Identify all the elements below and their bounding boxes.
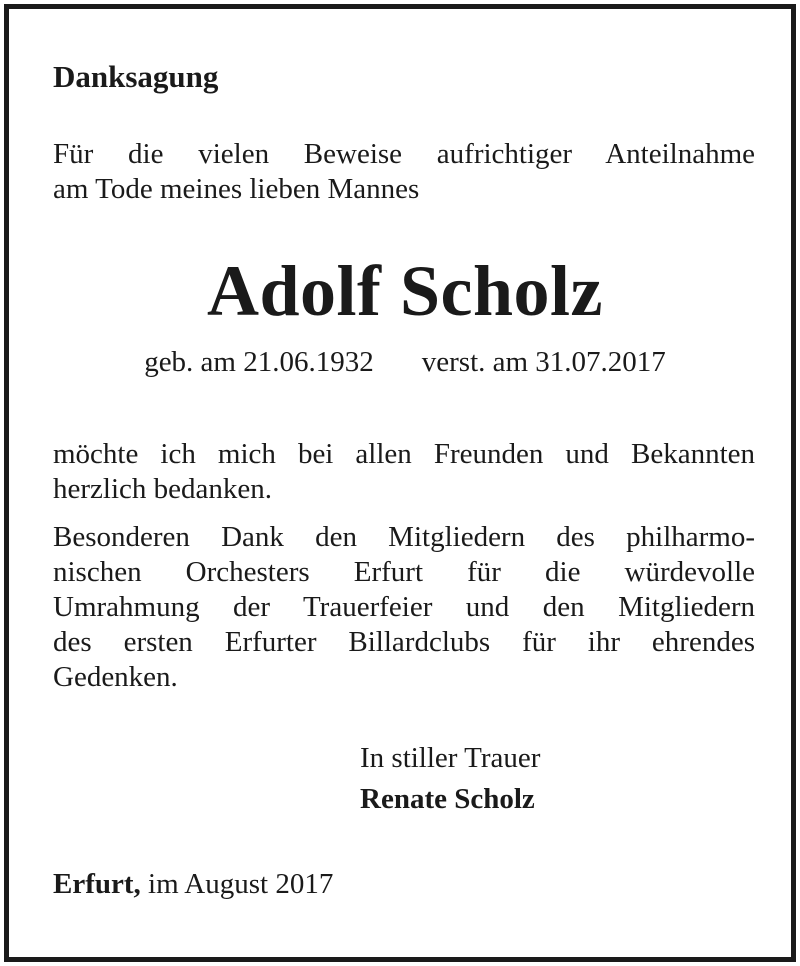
deceased-name: Adolf Scholz xyxy=(206,251,604,331)
notice-heading: Danksagung xyxy=(53,59,219,94)
special-thanks-line-5: Gedenken. xyxy=(53,661,178,693)
place-date xyxy=(53,867,755,901)
thanks-line-2: herzlich bedanken. xyxy=(53,473,273,505)
signature-name: Renate Scholz xyxy=(360,783,535,815)
thanks-line-1: möchte ich mich bei allen Freunden und Bekannten xyxy=(53,438,755,470)
special-thanks-line-4: des ersten Erfurter Billardclubs für ihr ehrendes xyxy=(53,626,755,658)
birth-date: geb. am 21.06.1932 xyxy=(144,346,374,378)
life-dates xyxy=(0,345,800,379)
special-thanks-line-1: Besonderen Dank den Mitgliedern des philharmo- xyxy=(53,521,755,553)
intro-line-1: Für die vielen Beweise aufrichtiger Anteilnahme xyxy=(53,138,755,170)
place: Erfurt, xyxy=(53,868,141,900)
intro-line-2: am Tode meines lieben Mannes xyxy=(53,173,420,205)
special-thanks-line-3: Umrahmung der Trauerfeier und den Mitgliedern xyxy=(53,591,755,623)
date-text: im August 2017 xyxy=(148,868,334,900)
special-thanks-line-2: nischen Orchesters Erfurt für die würdevolle xyxy=(53,556,755,588)
death-date: verst. am 31.07.2017 xyxy=(421,346,666,378)
mourning-phrase: In stiller Trauer xyxy=(360,742,541,774)
